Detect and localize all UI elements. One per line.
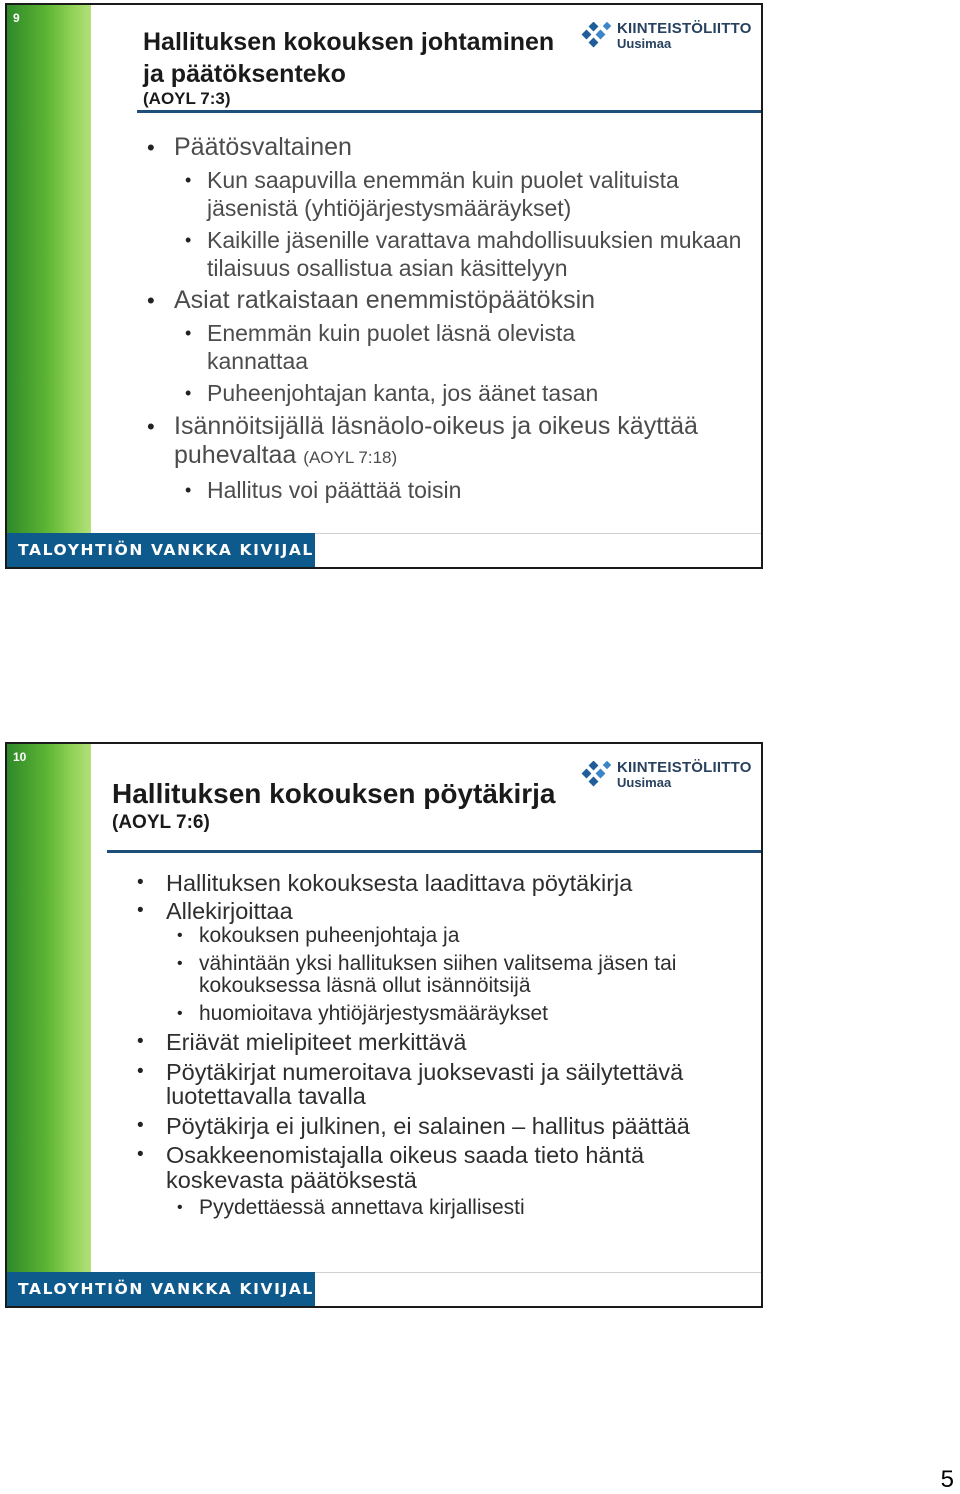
sub-bullet: • Kun saapuvilla enemmän kuin puolet valituista jäsenistä (yhtiöjärjestysmääräykset) [147, 167, 757, 222]
kiinteistoliitto-logo [581, 757, 752, 793]
logo-mark-icon [581, 761, 613, 789]
slide-side-bar [7, 5, 91, 567]
slide-title [112, 777, 556, 835]
sub-bullet: • Puheenjohtajan kanta, jos äänet tasan [147, 380, 757, 408]
logo-text: KIINTEISTÖLIITTO [617, 20, 752, 37]
slide-10 [5, 742, 763, 1308]
bullet: • Pöytäkirjat numeroitava juoksevasti ja säilytettävä luotettavalla tavalla [137, 1060, 757, 1109]
logo-subtext: Uusimaa [617, 775, 672, 790]
sub-bullet: • Enemmän kuin puolet läsnä olevista kannattaa [147, 320, 757, 375]
slide-bullets [137, 866, 757, 1220]
slide-side-bar [7, 744, 91, 1306]
title-divider [137, 110, 761, 113]
footer-banner: TALOYHTIÖN VANKKA KIVIJALKA [7, 533, 315, 567]
slide-title [143, 26, 563, 110]
logo-mark-icon [581, 22, 613, 50]
title-divider [107, 850, 761, 853]
slide-title-text: Hallituksen kokouksen pöytäkirja [112, 778, 556, 809]
law-reference: (AOYL 7:18) [303, 447, 398, 467]
bullet: • Hallituksen kokouksesta laadittava pöytäkirja [137, 871, 757, 896]
slide-number: 9 [13, 11, 20, 25]
logo-subtext: Uusimaa [617, 36, 672, 51]
sub-bullet: • kokouksen puheenjohtaja ja [137, 925, 757, 948]
bullet: • Allekirjoittaa [137, 899, 757, 924]
bullet [147, 412, 757, 472]
sub-bullet: • vähintään yksi hallituksen siihen valitsema jäsen tai kokouksessa läsnä ollut isännöitsijä [137, 953, 757, 998]
footer-rule [315, 1272, 761, 1273]
bullet: • Eriävät mielipiteet merkittävä [137, 1030, 757, 1055]
slide-subtitle: (AOYL 7:3) [143, 89, 231, 108]
bullet: • Osakkeenomistajalla oikeus saada tieto häntä koskevasta päätöksestä [137, 1143, 757, 1192]
sub-bullet: • Kaikille jäsenille varattava mahdollisuuksien mukaan tilaisuus osallistua asian käsittelyyn [147, 227, 757, 282]
slide-9 [5, 3, 763, 569]
bullet: • Päätösvaltainen [147, 133, 757, 162]
slide-bullets [147, 129, 757, 504]
sub-bullet: • Hallitus voi päättää toisin [147, 477, 757, 505]
page-number: 5 [940, 1466, 954, 1493]
kiinteistoliitto-logo [581, 18, 752, 54]
slide-number: 10 [13, 750, 27, 764]
sub-bullet: • huomioitava yhtiöjärjestysmääräykset [137, 1003, 757, 1026]
footer-banner: TALOYHTIÖN VANKKA KIVIJALKA [7, 1272, 315, 1306]
bullet: • Pöytäkirja ei julkinen, ei salainen – hallitus päättää [137, 1114, 757, 1139]
footer-rule [315, 533, 761, 534]
logo-text: KIINTEISTÖLIITTO [617, 759, 752, 776]
slide-title-text: Hallituksen kokouksen johtaminen ja päätöksenteko [143, 28, 555, 88]
sub-bullet: • Pyydettäessä annettava kirjallisesti [137, 1197, 757, 1220]
bullet: • Asiat ratkaistaan enemmistöpäätöksin [147, 286, 757, 315]
slide-subtitle: (AOYL 7:6) [112, 812, 210, 833]
bullet-text: Isännöitsijällä läsnäolo-oikeus ja oikeus käyttää puhevaltaa [174, 411, 698, 469]
